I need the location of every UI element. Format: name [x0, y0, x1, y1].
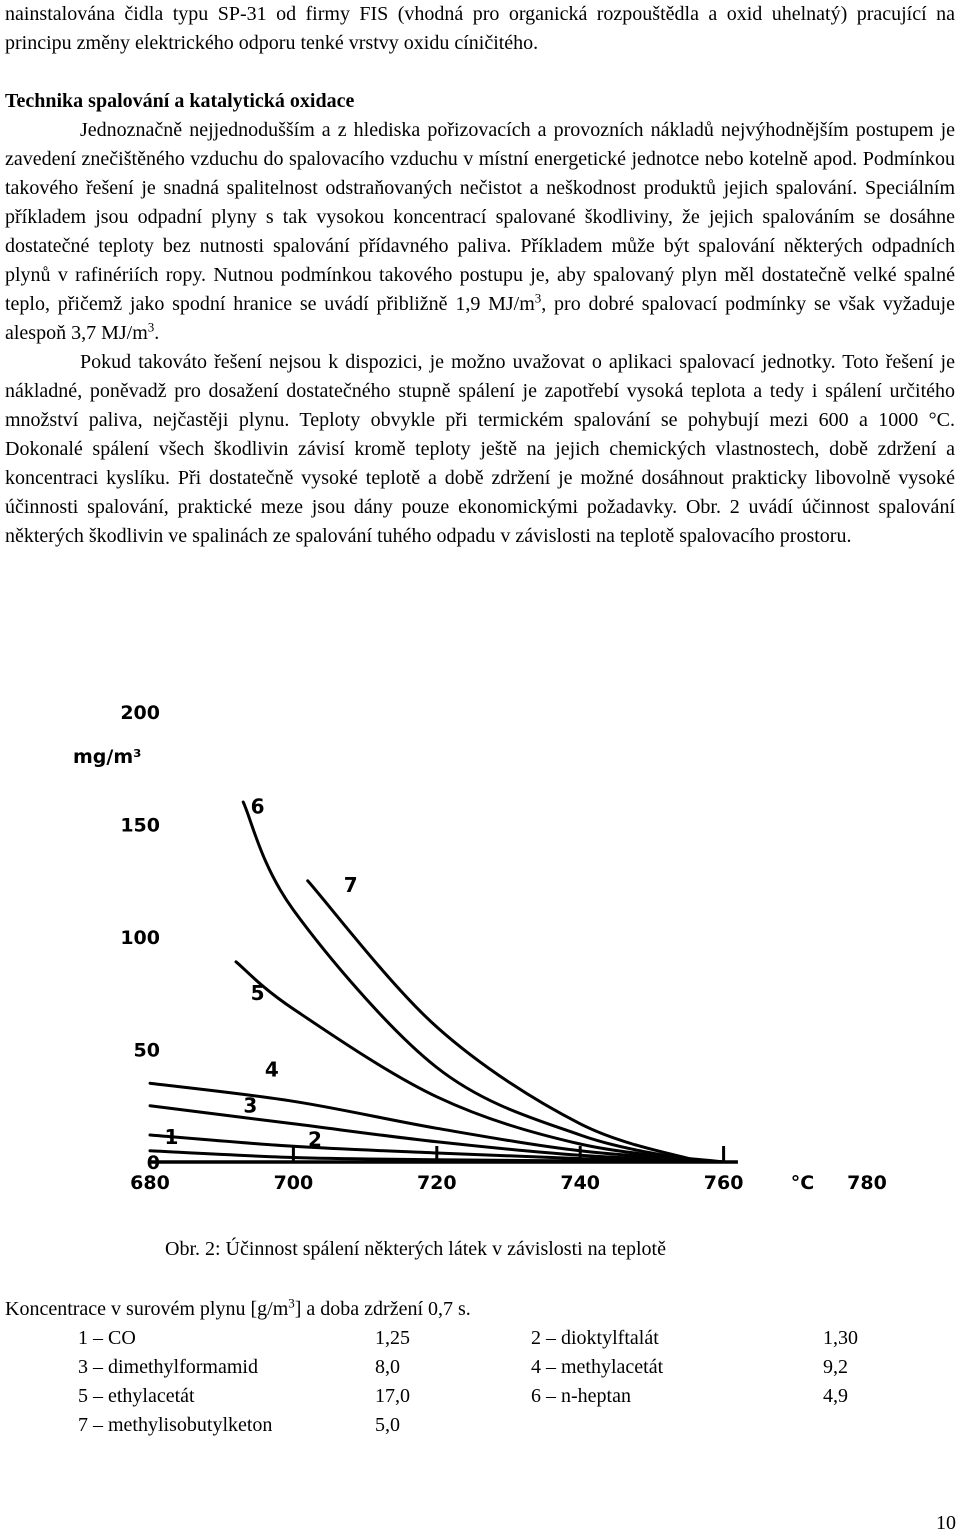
intro-paragraph: nainstalována čidla typu SP-31 od firmy FIS (vhodná pro organická rozpouštědla a oxid uhelnatý) pracující na principu změny elektrického odporu tenké vrstvy oxidu cíničitého. — [5, 3, 955, 54]
legend-heading — [5, 1295, 955, 1324]
paragraph-1-text-b: , pro dobré spalovací podmínky se však vyžaduje alespoň 3,7 MJ/m — [5, 293, 955, 344]
y-axis-label: mg/m³ — [73, 746, 142, 768]
chart-curves — [150, 802, 724, 1162]
curve-label-2: 2 — [307, 1127, 322, 1152]
curve-6 — [243, 802, 702, 1162]
legend-value: 9,2 — [823, 1356, 848, 1378]
paragraph-1-text-c: . — [154, 322, 160, 344]
legend-value: 1,25 — [375, 1327, 410, 1349]
section-heading: Technika spalování a katalytická oxidace — [5, 90, 355, 112]
legend-heading-sup: 3 — [288, 1295, 295, 1311]
x-tick-label: 700 — [273, 1172, 314, 1194]
legend-substance: 1 – CO — [78, 1327, 136, 1349]
legend-row — [78, 1382, 938, 1411]
curve-label-5: 5 — [250, 981, 265, 1005]
legend-row — [78, 1324, 938, 1353]
y-tick-label: 0 — [146, 1152, 160, 1174]
legend-value: 4,9 — [823, 1385, 848, 1407]
legend-substance: 2 – dioktylftalát — [531, 1327, 659, 1349]
legend-substance: 3 – dimethylformamid — [78, 1356, 258, 1378]
paragraph-1 — [5, 116, 955, 348]
legend-heading-text-b: ] a doba zdržení 0,7 s. — [294, 1298, 471, 1320]
x-tick-label: 780 — [847, 1172, 887, 1194]
curve-7 — [308, 881, 702, 1162]
efficiency-chart — [73, 696, 900, 1196]
legend-substance: 4 – methylacetát — [531, 1356, 664, 1378]
curve-label-6: 6 — [250, 794, 265, 819]
x-tick-label: 680 — [130, 1172, 170, 1194]
legend-value: 1,30 — [823, 1327, 858, 1349]
paragraph-1-sup-1: 3 — [534, 290, 542, 306]
legend-row — [78, 1411, 938, 1440]
curve-label-1: 1 — [164, 1125, 179, 1149]
legend-substance: 7 – methylisobutylketon — [78, 1414, 273, 1436]
legend-substance: 5 – ethylacetát — [78, 1385, 195, 1407]
x-tick-label: 760 — [703, 1172, 744, 1194]
curve-label-4: 4 — [264, 1057, 279, 1082]
legend-row — [78, 1353, 938, 1382]
section-combustion — [5, 87, 955, 551]
chart-labels — [73, 702, 887, 1194]
legend-heading-text-a: Koncentrace v surovém plynu [g/m — [5, 1298, 289, 1320]
legend-value: 5,0 — [375, 1414, 400, 1436]
curve-label-3: 3 — [243, 1093, 258, 1118]
figure-caption: Obr. 2: Účinnost spálení některých látek v závislosti na teplotě — [165, 1238, 666, 1260]
x-unit-label: °C — [790, 1172, 815, 1194]
paragraph-1-text-a: Jednoznačně nejjednodušším a z hlediska pořizovacích a provozních nákladů nejvýhodnějším postupem je zavedení znečištěného vzduchu do spalovacího vzduchu v místní energetické jednotce nebo kotelně apod. Podmínkou takového řešení je snadná spalitelnost odstraňovaných nečistot a neškodnost produktů jejich spalování. Speciálním příkladem jsou odpadní plyny s tak vysokou koncentrací spalované škodliviny, že jejich spalováním se dosáhne dostatečné teploty bez nutnosti spalování přídavného paliva. Příkladem může být spalování některých odpadních plynů v rafinériích ropy. Nutnou podmínkou takového postupu je, aby spalovaný plyn měl dostatečně velké spalné teplo, přičemž jako spodní hranice se uvádí přibližně 1,9 MJ/m — [5, 119, 955, 315]
x-tick-label: 720 — [416, 1172, 457, 1194]
x-tick-label: 740 — [560, 1172, 601, 1194]
y-tick-label: 150 — [120, 814, 160, 837]
y-tick-label: 200 — [120, 702, 160, 724]
paragraph-2: Pokud takováto řešení nejsou k dispozici, je možno uvažovat o aplikaci spalovací jednotky. Toto řešení je nákladné, poněvadž pro dosažení dostatečného stupně spálení je zapotřebí vysoká teplota a tedy i spálení určitého množství paliva, nejčastěji plynu. Teploty obvykle při termickém spalování se pohybují mezi 600 a 1000 °C. Dokonalé spálení všech škodlivin závisí kromě teploty ještě na jejich chemických vlastnostech, době zdržení a koncentraci kyslíku. Při dostatečně vysoké teplotě a době zdržení je možné dosáhnout prakticky libovolně vysoké účinnosti spalování, praktické meze jsou dány pouze ekonomickými požadavky. Obr. 2 uvádí účinnost spalování některých škodlivin ve spalinách ze spalování tuhého odpadu v závislosti na teplotě spalovacího prostoru. — [5, 351, 955, 547]
curve-label-7: 7 — [343, 873, 358, 897]
paragraph-1-sup-2: 3 — [147, 319, 155, 335]
legend-value: 17,0 — [375, 1385, 410, 1407]
page-number: 10 — [936, 1512, 956, 1534]
legend-value: 8,0 — [375, 1356, 400, 1378]
y-tick-label: 100 — [120, 927, 160, 949]
substance-legend — [78, 1324, 938, 1440]
y-tick-label: 50 — [133, 1039, 160, 1062]
legend-substance: 6 – n-heptan — [531, 1385, 631, 1407]
